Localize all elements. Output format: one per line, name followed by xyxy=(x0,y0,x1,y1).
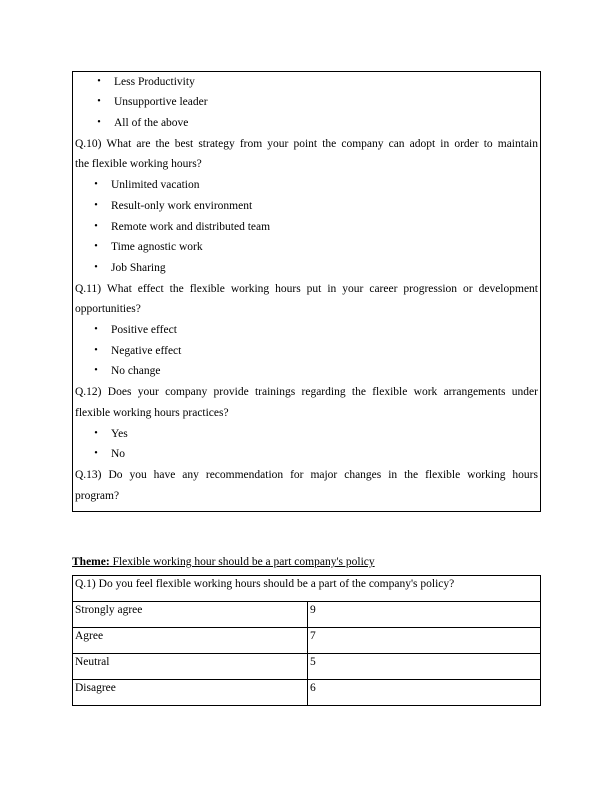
response-count: 9 xyxy=(308,602,541,628)
question-12-cont: flexible working hours practices? xyxy=(75,407,229,419)
response-table xyxy=(72,575,541,706)
response-count: 6 xyxy=(308,680,541,706)
table-question: Q.1) Do you feel flexible working hours should be a part of the company's policy? xyxy=(73,576,541,602)
bullet-icon: • xyxy=(97,76,101,87)
question-11: Q.11) What effect the flexible working hours put in your career progression or development xyxy=(75,283,538,295)
question-12: Q.12) Does your company provide trainings regarding the flexible work arrangements under xyxy=(75,386,538,398)
bullet-icon: • xyxy=(94,241,98,252)
bullet-icon: • xyxy=(97,96,101,107)
bullet-icon: • xyxy=(94,221,98,232)
bullet-icon: • xyxy=(94,448,98,459)
table-row xyxy=(73,602,541,628)
bullet-icon: • xyxy=(94,200,98,211)
bullet-icon: • xyxy=(97,117,101,128)
question-11-cont: opportunities? xyxy=(75,303,141,315)
response-label: Agree xyxy=(73,628,308,654)
question-10-cont: the flexible working hours? xyxy=(75,158,202,170)
theme-label: Theme: xyxy=(72,556,110,568)
bullet-icon: • xyxy=(94,179,98,190)
table-header-row xyxy=(73,576,541,602)
table-row xyxy=(73,680,541,706)
response-label: Strongly agree xyxy=(73,602,308,628)
question-13: Q.13) Do you have any recommendation for major changes in the flexible working hours xyxy=(75,469,538,481)
bullet-icon: • xyxy=(94,262,98,273)
theme-text: Flexible working hour should be a part company's policy xyxy=(109,556,375,568)
question-10: Q.10) What are the best strategy from your point the company can adopt in order to maintain xyxy=(75,138,538,150)
bullet-icon: • xyxy=(94,324,98,335)
response-count: 5 xyxy=(308,654,541,680)
response-label: Neutral xyxy=(73,654,308,680)
questionnaire-box: • Less Productivity • Unsupportive leader • All of the above Q.10) What are the best strategy from your point the company can adopt in order to maintain the flexible working hours? • Unlimited vacation • Result-only work environment • Remote work and distributed team • Time agnostic work • Job Sharing Q.11) What effect the flexible working hours put in your career progression or development opportunities? • Positive effect • Negative effect • No change Q.12) Does your company provide trainings regarding the flexible work arrangements under flexible working hours practices? • Yes • No Q.13) Do you have any recommendation for major changes in the flexible working hours program? xyxy=(72,71,541,512)
question-13-cont: program? xyxy=(75,490,120,502)
bullet-icon: • xyxy=(94,428,98,439)
bullet-icon: • xyxy=(94,365,98,376)
table-row xyxy=(73,628,541,654)
response-label: Disagree xyxy=(73,680,308,706)
response-count: 7 xyxy=(308,628,541,654)
table-row xyxy=(73,654,541,680)
theme-heading xyxy=(72,554,375,570)
bullet-icon: • xyxy=(94,345,98,356)
